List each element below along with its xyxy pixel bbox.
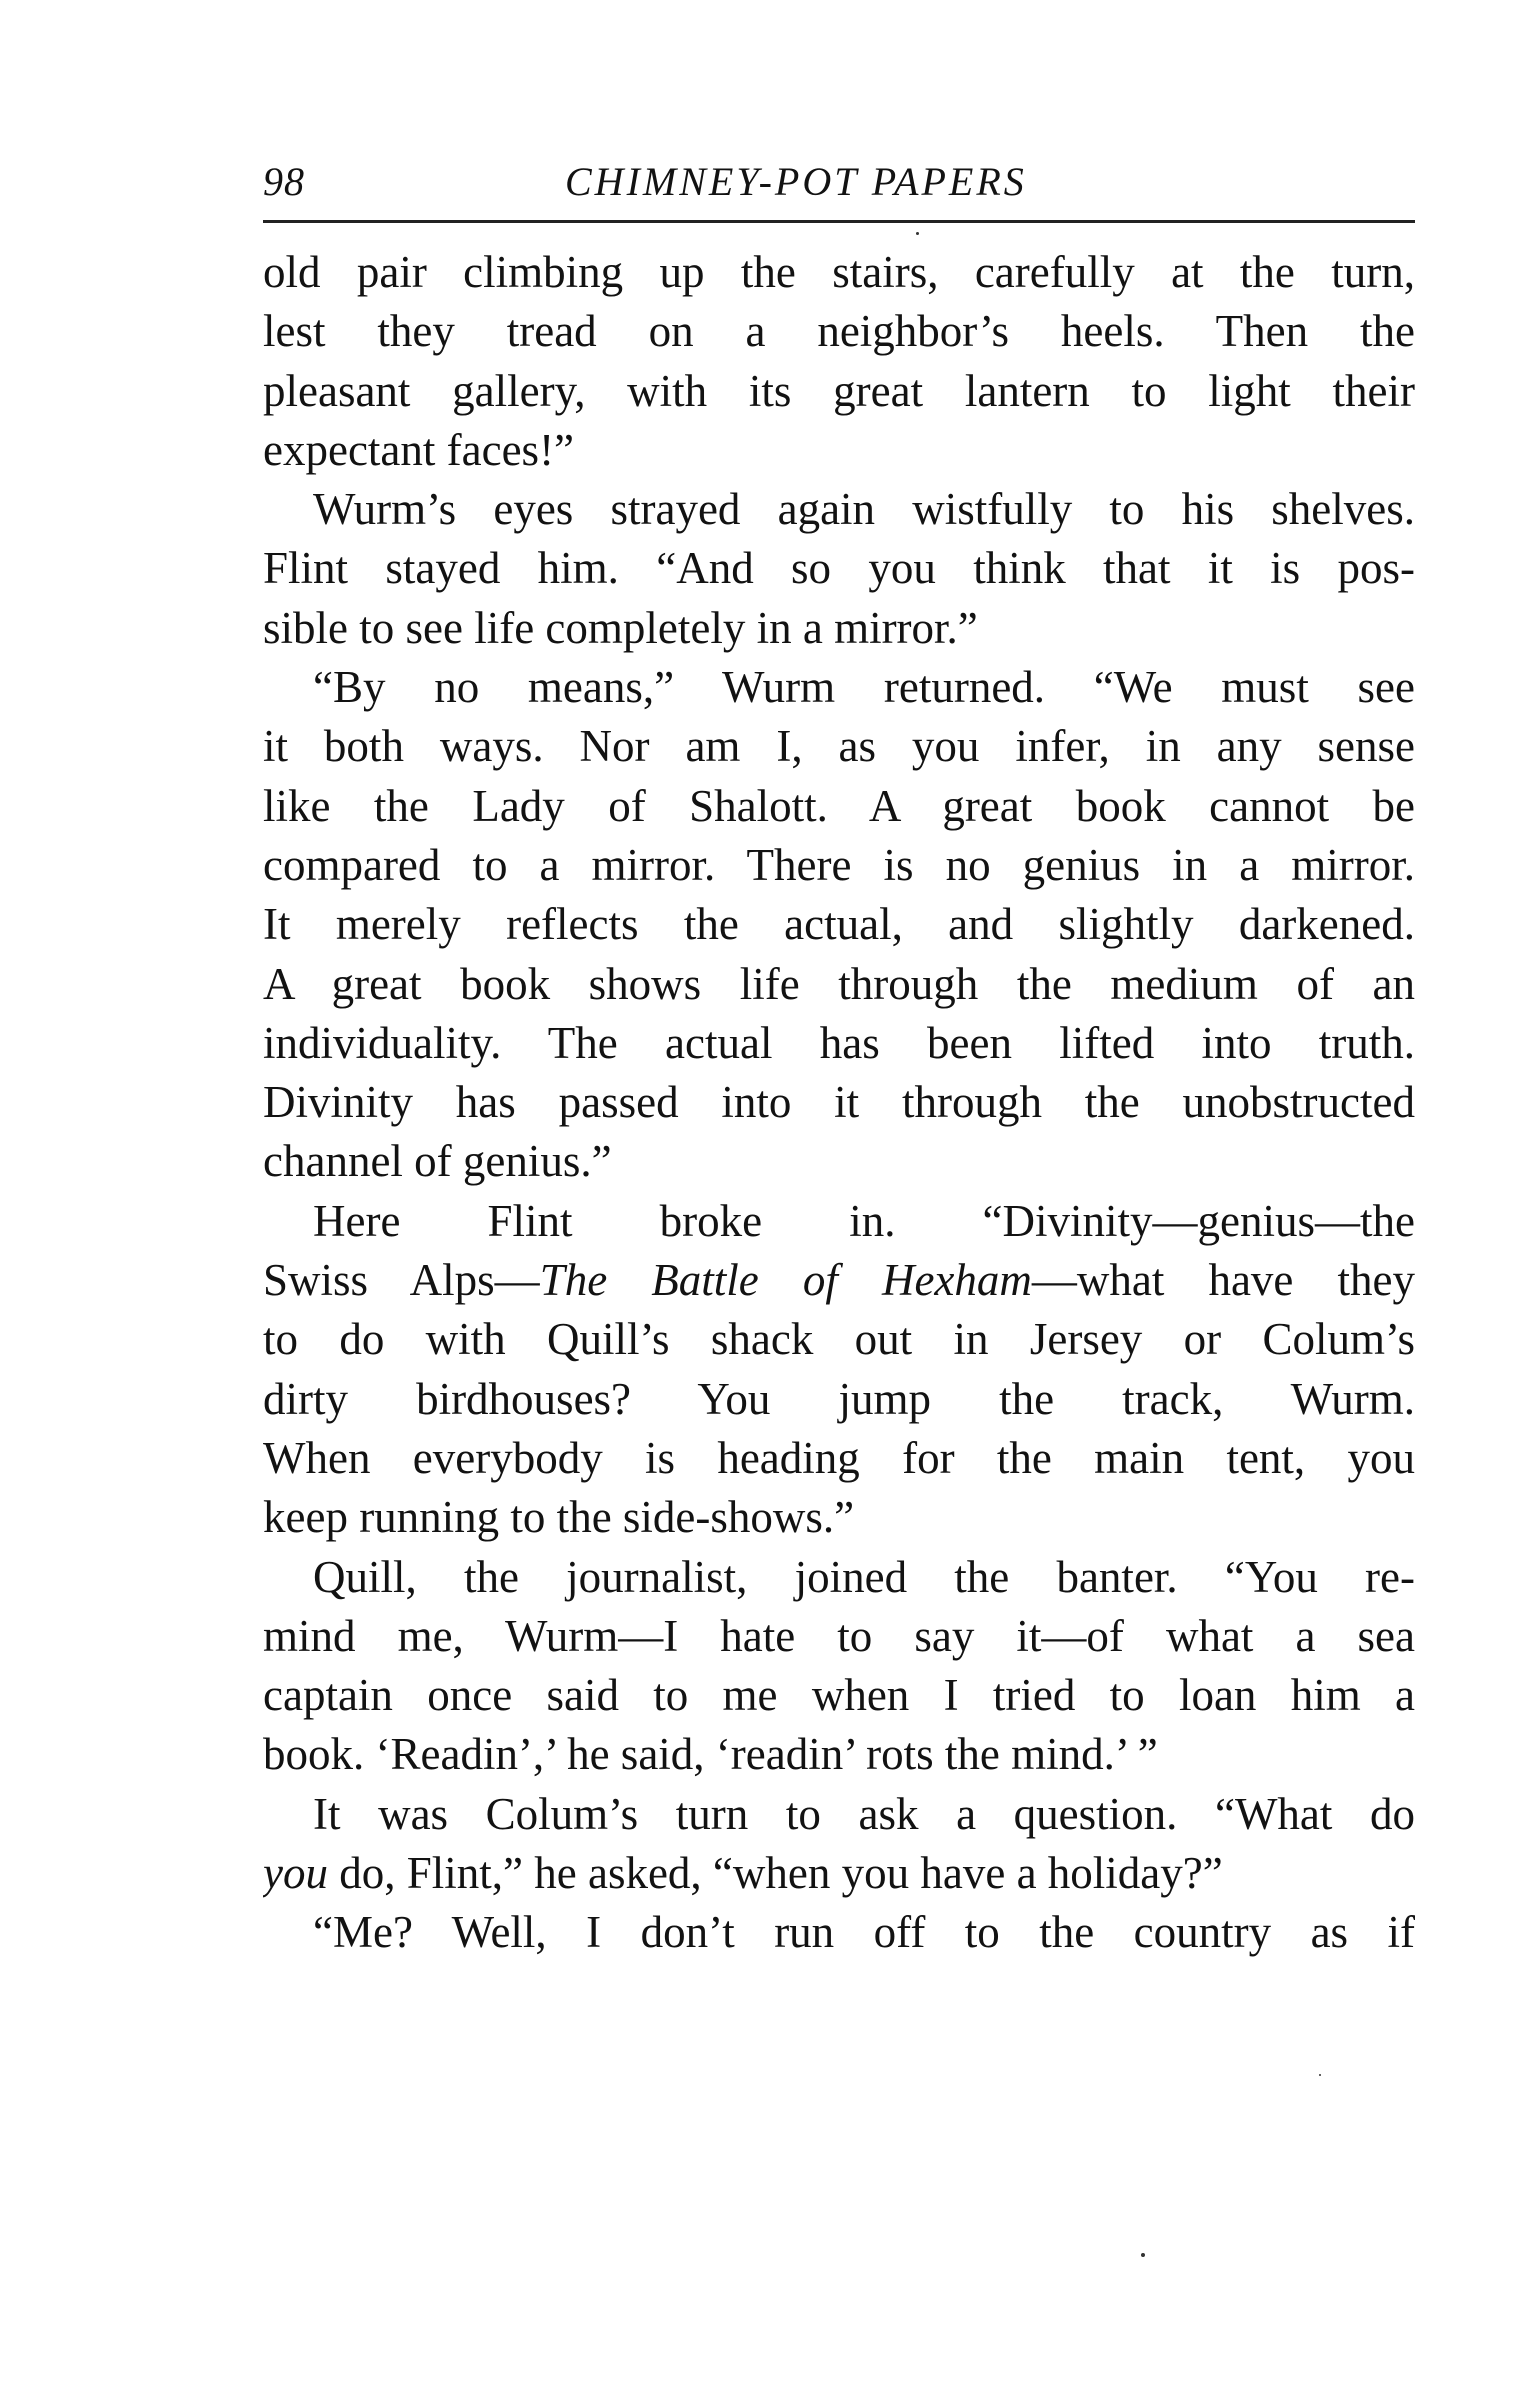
text-line: like the Lady of Shalott. A great book cannot be [263, 780, 1415, 831]
text-line: It merely reflects the actual, and slightly darkened. [263, 899, 1415, 950]
running-head: CHIMNEY-POT PAPERS [565, 159, 1027, 204]
text-line: Swiss Alps—The Battle of Hexham—what have they [263, 1255, 1415, 1306]
ink-speck [1319, 2074, 1321, 2076]
text-line: Flint stayed him. “And so you think that it is pos- [263, 543, 1415, 594]
text-line: Here Flint broke in. “Divinity—genius—the [313, 1195, 1415, 1246]
text-line: pleasant gallery, with its great lantern to light their [263, 365, 1415, 416]
page-header [263, 150, 1415, 212]
text-line: individuality. The actual has been lifted into truth. [263, 1017, 1415, 1068]
text-line: “Me? Well, I don’t run off to the country as if [313, 1907, 1415, 1958]
text-line: compared to a mirror. There is no genius in a mirror. [263, 839, 1415, 890]
ink-speck [916, 232, 919, 235]
text-line: channel of genius.” [263, 1136, 612, 1187]
text-line: to do with Quill’s shack out in Jersey or Colum’s [263, 1314, 1415, 1365]
header-rule [263, 220, 1415, 223]
text-line: book. ‘Readin’,’ he said, ‘readin’ rots the mind.’ ” [263, 1729, 1158, 1780]
text-line: lest they tread on a neighbor’s heels. Then the [263, 306, 1415, 357]
text-line: Quill, the journalist, joined the banter. “You re- [313, 1551, 1415, 1602]
text-line: you do, Flint,” he asked, “when you have a holiday?” [263, 1848, 1223, 1899]
text-line: Divinity has passed into it through the unobstructed [263, 1077, 1415, 1128]
text-line: It was Colum’s turn to ask a question. “What do [313, 1788, 1415, 1839]
text-line: dirty birdhouses? You jump the track, Wurm. [263, 1373, 1415, 1424]
text-line: A great book shows life through the medium of an [263, 958, 1415, 1009]
text-line: mind me, Wurm—I hate to say it—of what a sea [263, 1610, 1415, 1661]
page-number: 98 [263, 159, 305, 204]
text-line: Wurm’s eyes strayed again wistfully to his shelves. [313, 484, 1415, 535]
text-line: captain once said to me when I tried to loan him a [263, 1670, 1415, 1721]
text-line: When everybody is heading for the main tent, you [263, 1432, 1415, 1483]
text-line: sible to see life completely in a mirror.” [263, 602, 978, 653]
text-line: keep running to the side-shows.” [263, 1492, 855, 1543]
text-line: expectant faces!” [263, 424, 575, 475]
ink-speck [1141, 2253, 1145, 2257]
text-line: it both ways. Nor am I, as you infer, in any sense [263, 721, 1415, 772]
text-line: “By no means,” Wurm returned. “We must see [313, 662, 1415, 713]
text-line: old pair climbing up the stairs, carefully at the turn, [263, 247, 1415, 297]
body-text [263, 243, 1415, 1963]
